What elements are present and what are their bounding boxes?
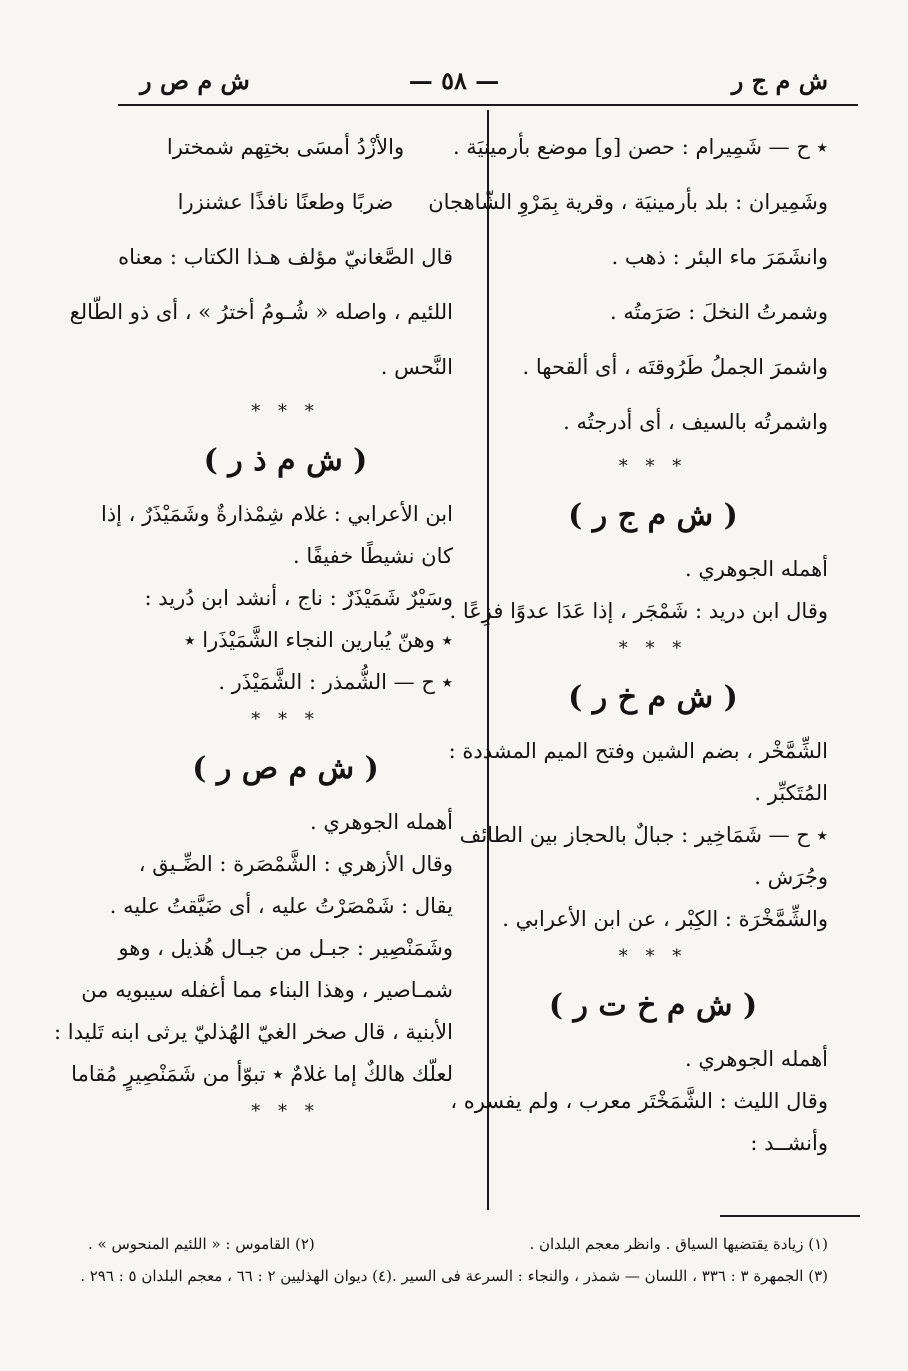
text-line: واشمرَ الجملُ طَرُوقتَه ، أى ألقحها . <box>522 355 828 379</box>
entry-heading: ( ش م خ ر ) <box>568 680 738 715</box>
verse-line: ٭ وهنّ يُبارين النجاء الشَّمَيْذَرا ٭ <box>184 628 453 652</box>
text-line: وانشَمَرَ ماء البئر : ذهب . <box>611 245 828 269</box>
section-divider: * * * <box>251 1101 320 1122</box>
page-number: — ٥٨ — <box>408 66 500 95</box>
verse-line: ضربًا وطعنًا نافذًا عشنزرا <box>177 190 394 214</box>
entry-heading: ( ش م ص ر ) <box>192 751 379 786</box>
text-line: اللئيم ، واصله « شُـومُ أخترُ » ، أى ذو الطّالع <box>69 300 453 324</box>
footnote: (٣) الجمهرة ٣ : ٣٣٦ ، اللسان — شمذر ، والنجاء : السرعة فى السير . <box>391 1267 828 1285</box>
text-line: وأنشــد : <box>750 1131 828 1155</box>
text-line: والشِّمَّخْرَة : الكِبْر ، عن ابن الأعرابي . <box>502 907 828 931</box>
text-line: ٭ ح — شَمَاخِير : جبالٌ بالحجاز بين الطائف <box>459 823 828 847</box>
footnote: (٢) القاموس : « اللئيم المنحوس » . <box>88 1235 315 1253</box>
verse-line: لعلّك هالكٌ إما غلامٌ ٭ تبوّأ من شَمَنْصِيرٍ مُقاما <box>71 1062 453 1086</box>
running-head-left: ش م ص ر <box>140 66 250 95</box>
footnote-row <box>88 1228 828 1260</box>
entry-heading: ( ش م ج ر ) <box>568 498 738 533</box>
left-column <box>54 120 453 1129</box>
footnote: (١) زيادة يقتضيها السياق . وانظر معجم البلدان . <box>529 1235 828 1253</box>
text-line: واشمرتُه بالسيف ، أى أدرجتُه . <box>563 410 828 434</box>
text-line: أهمله الجوهري . <box>684 557 828 581</box>
section-divider: * * * <box>618 456 688 477</box>
section-divider: * * * <box>618 946 688 967</box>
header-rule <box>118 104 858 106</box>
text-line: النَّحس . <box>380 355 453 379</box>
footnote: (٤) ديوان الهذليين ٢ : ٦٦ ، معجم البلدان ٥ : ٢٩٦ . <box>80 1267 392 1285</box>
text-line: أهمله الجوهري . <box>309 810 453 834</box>
text-line: ابن الأعرابي : غلام شِمْذارةٌ وشَمَيْذَرٌ ، إذا <box>100 502 453 526</box>
text-line: وشَمِيران : بلد بأرمينيَة ، وقرية بِمَرْوِ الشّاهجان <box>428 190 828 214</box>
text-line: يقال : شَمْصَرْتُ عليه ، أى ضَيَّقتُ عليه . <box>109 894 453 918</box>
footnote-rule <box>720 1215 860 1217</box>
text-line: كان نشيطًا خفيفًا . <box>292 544 453 568</box>
text-line: ٭ ح — شَمِيرام : حصن [و] موضع بأرمينيَة . <box>452 135 828 159</box>
text-line: وقال الليث : الشَّمَخْتَر معرب ، ولم يفسره ، <box>450 1089 828 1113</box>
entry-heading: ( ش م ذ ر ) <box>203 443 368 478</box>
text-line: وقال ابن دريد : شَمْجَر ، إذا عَدَا عدوًا فزِعًا . <box>449 599 828 623</box>
running-head-right: ش م ج ر <box>731 66 828 95</box>
text-line: وقال الأزهري : الشَّمْصَرة : الضِّـيق ، <box>138 852 453 876</box>
text-line: قال الصَّغانيّ مؤلف هـذا الكتاب : معناه <box>118 245 453 269</box>
verse-line: والأزْدُ أمسَى بختِهم شمخترا <box>166 135 405 159</box>
text-line: الأبنية ، قال صخر الغيّ الهُذليّ يرثى ابنه تَليدا : <box>54 1020 453 1044</box>
text-line: شمـاصير ، وهذا البناء مما أغفله سيبويه من <box>81 978 453 1002</box>
text-line: الشِّمَّخْر ، بضم الشين وفتح الميم المشددة : <box>448 739 828 763</box>
right-column <box>428 120 828 1164</box>
text-line: وسَيْرٌ شَمَيْذَرٌ : ناج ، أنشد ابن دُريد : <box>144 586 453 610</box>
footnote-row <box>80 1260 828 1292</box>
text-line: وجُرَش . <box>754 865 828 889</box>
section-divider: * * * <box>251 709 320 730</box>
footnotes <box>80 1228 828 1292</box>
text-line: وشمرتُ النخلَ : صَرَمتُه . <box>610 300 828 324</box>
text-line: ٭ ح — الشُّمذر : الشَّمَيْذَر . <box>218 670 453 694</box>
text-line: أهمله الجوهري . <box>684 1047 828 1071</box>
text-line: المُتَكبِّر . <box>754 781 828 805</box>
text-line: وشَمَنْصِير : جبـل من جبـال هُذيل ، وهو <box>118 936 453 960</box>
entry-heading: ( ش م خ ت ر ) <box>548 988 758 1023</box>
section-divider: * * * <box>251 401 320 422</box>
section-divider: * * * <box>618 638 688 659</box>
